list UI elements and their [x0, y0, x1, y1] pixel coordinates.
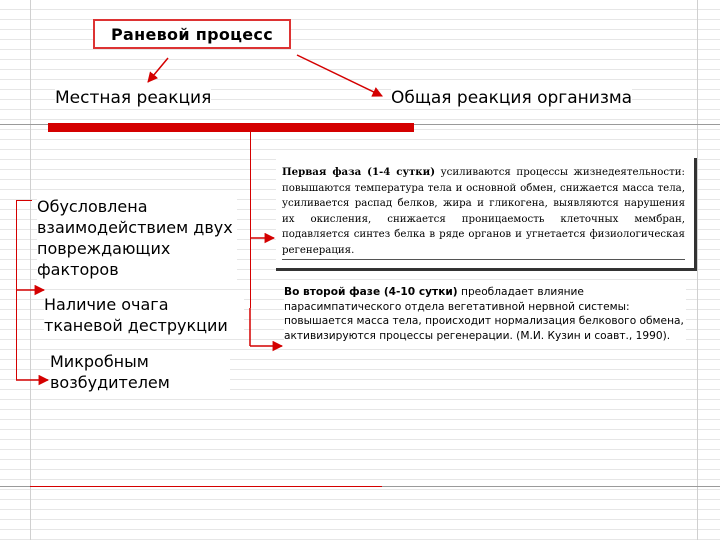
page-title: Раневой процесс [110, 24, 273, 44]
causes-intro: Обусловлена взаимодействием двух повреждающих факторов [37, 196, 237, 280]
arrow-to-local-reaction [148, 58, 168, 82]
phase-two-description: преобладает влияние парасимпатического отдела вегетативной нервной системы: повышается масса тела, происходит нормализация белкового обмена, активизируются процессы регенерации. (М.И. Кузин и соавт., 1990). [284, 286, 684, 342]
local-reaction-label: Местная реакция [55, 88, 212, 108]
cause-microbial-agent: Микробным возбудителем [50, 351, 230, 393]
cause-tissue-destruction: Наличие очага тканевой деструкции [44, 294, 244, 336]
phase-one-description: усиливаются процессы жизнедеятельности: повышаются температура тела и основной обмен, снижается масса тела, усиливается распад белков, жира и гликогена, выявляются нарушения их окисления, снижается проницаемость клеточных мембран, подавляется синтез белка в ряде органов и угнетается физиологическая регенерация. [282, 167, 685, 256]
phase-one-label: Первая фаза (1-4 сутки) [282, 166, 436, 178]
phase-two-label: Во второй фазе (4-10 сутки) [284, 286, 458, 298]
general-reaction-label: Общая реакция организма [391, 88, 633, 108]
arrow-to-general-reaction [297, 55, 382, 96]
